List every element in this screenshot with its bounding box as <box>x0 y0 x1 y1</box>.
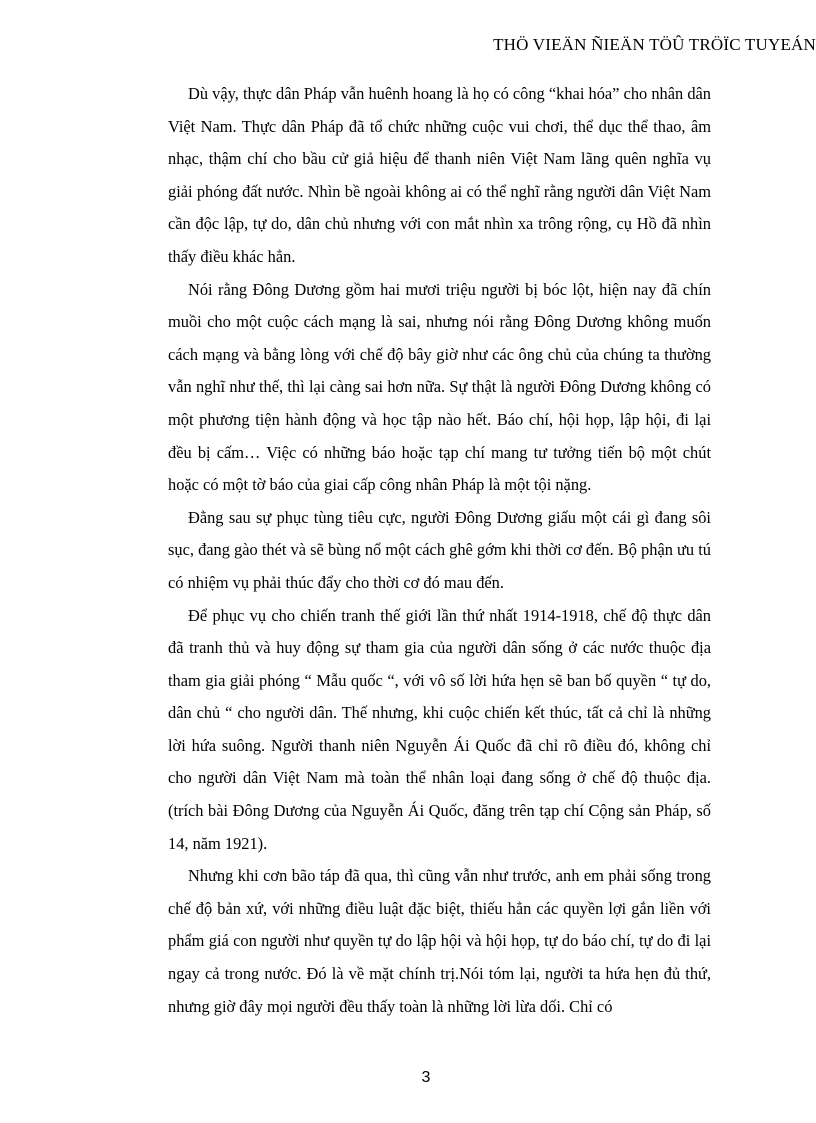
paragraph: Đằng sau sự phục tùng tiêu cực, người Đông Dương giấu một cái gì đang sôi sục, đang gào thét và sẽ bùng nổ một cách ghê gớm khi thời cơ đến. Bộ phận ưu tú có nhiệm vụ phải thúc đẩy cho thời cơ đó mau đến. <box>168 507 711 592</box>
paragraph: Nói rằng Đông Dương gồm hai mươi triệu người bị bóc lột, hiện nay đã chín muồi cho một cuộc cách mạng là sai, nhưng nói rằng Đông Dương không muốn cách mạng và bằng lòng với chế độ bây giờ như các ông chủ của chúng ta thường vẫn nghĩ như thế, thì lại càng sai hơn nữa. Sự thật là người Đông Dương không có một phương tiện hành động và học tập nào hết. Báo chí, hội họp, lập hội, đi lại đều bị cấm… Việc có những báo hoặc tạp chí mang tư tưởng tiến bộ một chút hoặc có một tờ báo của giai cấp công nhân Pháp là một tội nặng. <box>168 279 711 495</box>
page-header: THÖ VIEÄN ÑIEÄN TÖÛ TRÖÏC TUYEÁN <box>493 35 816 54</box>
paragraph: Dù vậy, thực dân Pháp vẫn huênh hoang là họ có công “khai hóa” cho nhân dân Việt Nam. Thực dân Pháp đã tổ chức những cuộc vui chơi, thể dục thể thao, âm nhạc, thậm chí cho bầu cử giả hiệu để thanh niên Việt Nam lãng quên nghĩa vụ giải phóng đất nước. Nhìn bề ngoài không ai có thể nghĩ rằng người dân Việt Nam cần độc lập, tự do, dân chủ nhưng với con mắt nhìn xa trông rộng, cụ Hồ đã nhìn thấy điều khác hẳn. <box>168 84 711 266</box>
paragraph: Để phục vụ cho chiến tranh thế giới lần thứ nhất 1914-1918, chế độ thực dân đã tranh thủ và huy động sự tham gia của người dân sống ở các nước thuộc địa tham gia giải phóng “ Mẫu quốc “, với vô số lời hứa hẹn sẽ ban bố quyền “ tự do, dân chủ “ cho người dân. Thế nhưng, khi cuộc chiến kết thúc, tất cả chỉ là những lời hứa suông. Người thanh niên Nguyễn Ái Quốc đã chỉ rõ điều đó, không chỉ cho người dân Việt Nam mà toàn thể nhân loại đang sống ở chế độ thuộc địa. (trích bài Đông Dương của Nguyễn Ái Quốc, đăng trên tạp chí Cộng sản Pháp, số 14, năm 1921). <box>168 605 711 853</box>
paragraph: Nhưng khi cơn bão táp đã qua, thì cũng vẫn như trước, anh em phải sống trong chế độ bản xứ, với những điều luật đặc biệt, thiếu hẳn các quyền lợi gắn liền với phẩm giá con người như quyền tự do lập hội và hội họp, tự do báo chí, tự do đi lại ngay cả trong nước. Đó là về mặt chính trị.Nói tóm lại, người ta hứa hẹn đủ thứ, nhưng giờ đây mọi người đều thấy toàn là những lời lừa dối. Chỉ có <box>168 866 711 1016</box>
document-body <box>168 78 711 1023</box>
page-number: 3 <box>421 1069 431 1086</box>
